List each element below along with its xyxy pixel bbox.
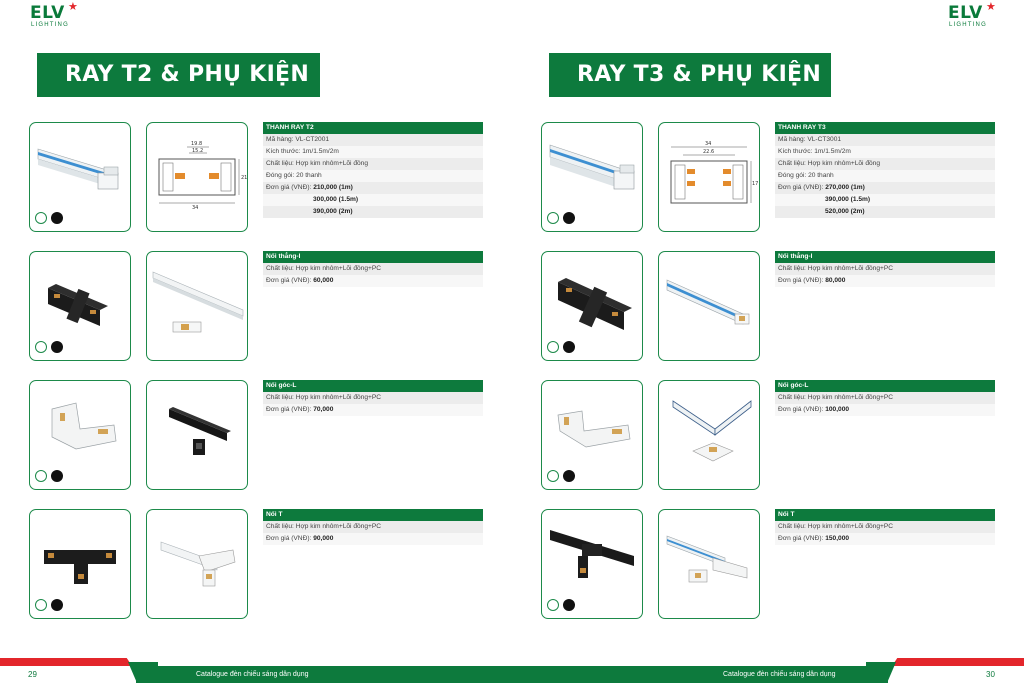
dim-label: 15.2 xyxy=(192,148,204,154)
spec-row-price: Đơn giá (VNĐ): 70,000 xyxy=(263,404,483,416)
spec-row-price: Đơn giá (VNĐ): 80,000 xyxy=(775,275,995,287)
color-swatch-black xyxy=(563,470,575,482)
color-swatch-white xyxy=(547,470,559,482)
color-swatch-white xyxy=(35,470,47,482)
spec-row: Chất liệu: Hợp kim nhôm+Lõi đồng+PC xyxy=(775,263,995,275)
logo-tagline: LIGHTING xyxy=(31,22,69,28)
t-connector-rail-image xyxy=(147,510,248,619)
l-connector-rail-image xyxy=(147,381,248,490)
spec-table-l-connector xyxy=(263,380,483,416)
logo-wordmark: ELV xyxy=(30,3,65,23)
product-photo-t-connector-rail xyxy=(658,509,760,619)
footer-caption-right: Catalogue đèn chiếu sáng dân dụng xyxy=(723,671,836,678)
product-photo-rail-t3 xyxy=(541,122,643,232)
spec-title: Nối thẳng-I xyxy=(775,251,995,263)
color-swatch-black xyxy=(563,599,575,611)
spec-title: Nối góc-L xyxy=(775,380,995,392)
page-number-left: 29 xyxy=(28,670,37,679)
star-icon: ★ xyxy=(986,1,996,13)
spec-row-price: Đơn giá (VNĐ): 270,000 (1m) xyxy=(775,182,995,194)
elv-logo xyxy=(30,1,82,30)
dim-label: 19.8 xyxy=(191,141,203,147)
spec-title: THANH RAY T2 xyxy=(263,122,483,134)
technical-drawing-t3 xyxy=(658,122,760,232)
product-photo-l-connector xyxy=(29,380,131,490)
product-photo-t-connector xyxy=(29,509,131,619)
color-swatch-white xyxy=(35,599,47,611)
logo-wordmark: ELV xyxy=(948,3,983,23)
star-icon: ★ xyxy=(68,1,78,13)
footer-caption-left: Catalogue đèn chiếu sáng dân dụng xyxy=(196,671,309,678)
color-swatch-black xyxy=(563,341,575,353)
spec-table-l-connector xyxy=(775,380,995,416)
spec-row-price: 520,000 (2m) xyxy=(775,206,995,218)
spec-table-straight-connector xyxy=(263,251,483,287)
spec-title: Nối T xyxy=(263,509,483,521)
spec-row-price: Đơn giá (VNĐ): 210,000 (1m) xyxy=(263,182,483,194)
spec-row-price: Đơn giá (VNĐ): 150,000 xyxy=(775,533,995,545)
spec-row: Chất liệu: Hợp kim nhôm+Lõi đồng+PC xyxy=(775,392,995,404)
dim-label: 21 xyxy=(241,175,248,181)
spec-table-rail-t2 xyxy=(263,122,483,218)
logo-tagline: LIGHTING xyxy=(949,22,987,28)
product-photo-l-connector-rail xyxy=(146,380,248,490)
dim-label: 34 xyxy=(192,205,199,211)
section-title-t2: RAY T2 & PHỤ KIỆN xyxy=(37,53,320,97)
product-photo-l-connector xyxy=(541,380,643,490)
spec-row: Mã hàng: VL-CT2001 xyxy=(263,134,483,146)
rail-t3-profile-drawing xyxy=(659,123,760,232)
spec-row: Chất liệu: Hợp kim nhôm+Lõi đồng xyxy=(775,158,995,170)
dim-label: 22.6 xyxy=(703,149,715,155)
page-number-right: 30 xyxy=(986,670,995,679)
spec-row: Mã hàng: VL-CT3001 xyxy=(775,134,995,146)
spec-row: Chất liệu: Hợp kim nhôm+Lõi đồng+PC xyxy=(263,263,483,275)
spec-row-price: Đơn giá (VNĐ): 100,000 xyxy=(775,404,995,416)
spec-title: Nối T xyxy=(775,509,995,521)
spec-row: Chất liệu: Hợp kim nhôm+Lõi đồng+PC xyxy=(263,392,483,404)
spec-table-t-connector xyxy=(775,509,995,545)
t-connector-rail-image xyxy=(659,510,760,619)
spec-row: Đóng gói: 20 thanh xyxy=(775,170,995,182)
rail-t2-profile-drawing xyxy=(147,123,248,232)
spec-row: Kích thước: 1m/1.5m/2m xyxy=(263,146,483,158)
color-swatch-white xyxy=(547,212,559,224)
spec-row-price: 300,000 (1.5m) xyxy=(263,194,483,206)
straight-connector-rail-image xyxy=(147,252,248,361)
spec-row-price: 390,000 (2m) xyxy=(263,206,483,218)
color-swatch-black xyxy=(51,341,63,353)
product-photo-straight-connector-rail xyxy=(146,251,248,361)
footer-accent-left xyxy=(0,658,132,666)
product-photo-l-connector-rail xyxy=(658,380,760,490)
straight-connector-rail-image xyxy=(659,252,760,361)
spec-row-price: Đơn giá (VNĐ): 90,000 xyxy=(263,533,483,545)
footer-accent-right xyxy=(892,658,1024,666)
color-swatch-black xyxy=(51,212,63,224)
section-title-t3: RAY T3 & PHỤ KIỆN xyxy=(549,53,831,97)
elv-logo xyxy=(948,1,1000,30)
product-photo-straight-connector xyxy=(541,251,643,361)
spec-row: Kích thước: 1m/1.5m/2m xyxy=(775,146,995,158)
spec-row: Chất liệu: Hợp kim nhôm+Lõi đồng+PC xyxy=(775,521,995,533)
spec-title: Nối góc-L xyxy=(263,380,483,392)
color-swatch-white xyxy=(35,212,47,224)
spec-table-t-connector xyxy=(263,509,483,545)
product-photo-t-connector-rail xyxy=(146,509,248,619)
product-photo-straight-connector xyxy=(29,251,131,361)
color-swatch-black xyxy=(51,599,63,611)
dim-label: 17 xyxy=(752,181,759,187)
color-swatch-black xyxy=(51,470,63,482)
color-swatch-white xyxy=(547,341,559,353)
color-swatch-white xyxy=(547,599,559,611)
product-photo-straight-connector-rail xyxy=(658,251,760,361)
spec-title: Nối thẳng-I xyxy=(263,251,483,263)
product-photo-t-connector xyxy=(541,509,643,619)
spec-row-price: Đơn giá (VNĐ): 60,000 xyxy=(263,275,483,287)
spec-table-straight-connector xyxy=(775,251,995,287)
spec-title: THANH RAY T3 xyxy=(775,122,995,134)
dim-label: 34 xyxy=(705,141,712,147)
spec-row: Đóng gói: 20 thanh xyxy=(263,170,483,182)
technical-drawing-t2 xyxy=(146,122,248,232)
color-swatch-black xyxy=(563,212,575,224)
l-connector-rail-image xyxy=(659,381,760,490)
spec-table-rail-t3 xyxy=(775,122,995,218)
spec-row: Chất liệu: Hợp kim nhôm+Lõi đồng+PC xyxy=(263,521,483,533)
color-swatch-white xyxy=(35,341,47,353)
spec-row: Chất liệu: Hợp kim nhôm+Lõi đồng xyxy=(263,158,483,170)
spec-row-price: 390,000 (1.5m) xyxy=(775,194,995,206)
product-photo-rail-t2 xyxy=(29,122,131,232)
